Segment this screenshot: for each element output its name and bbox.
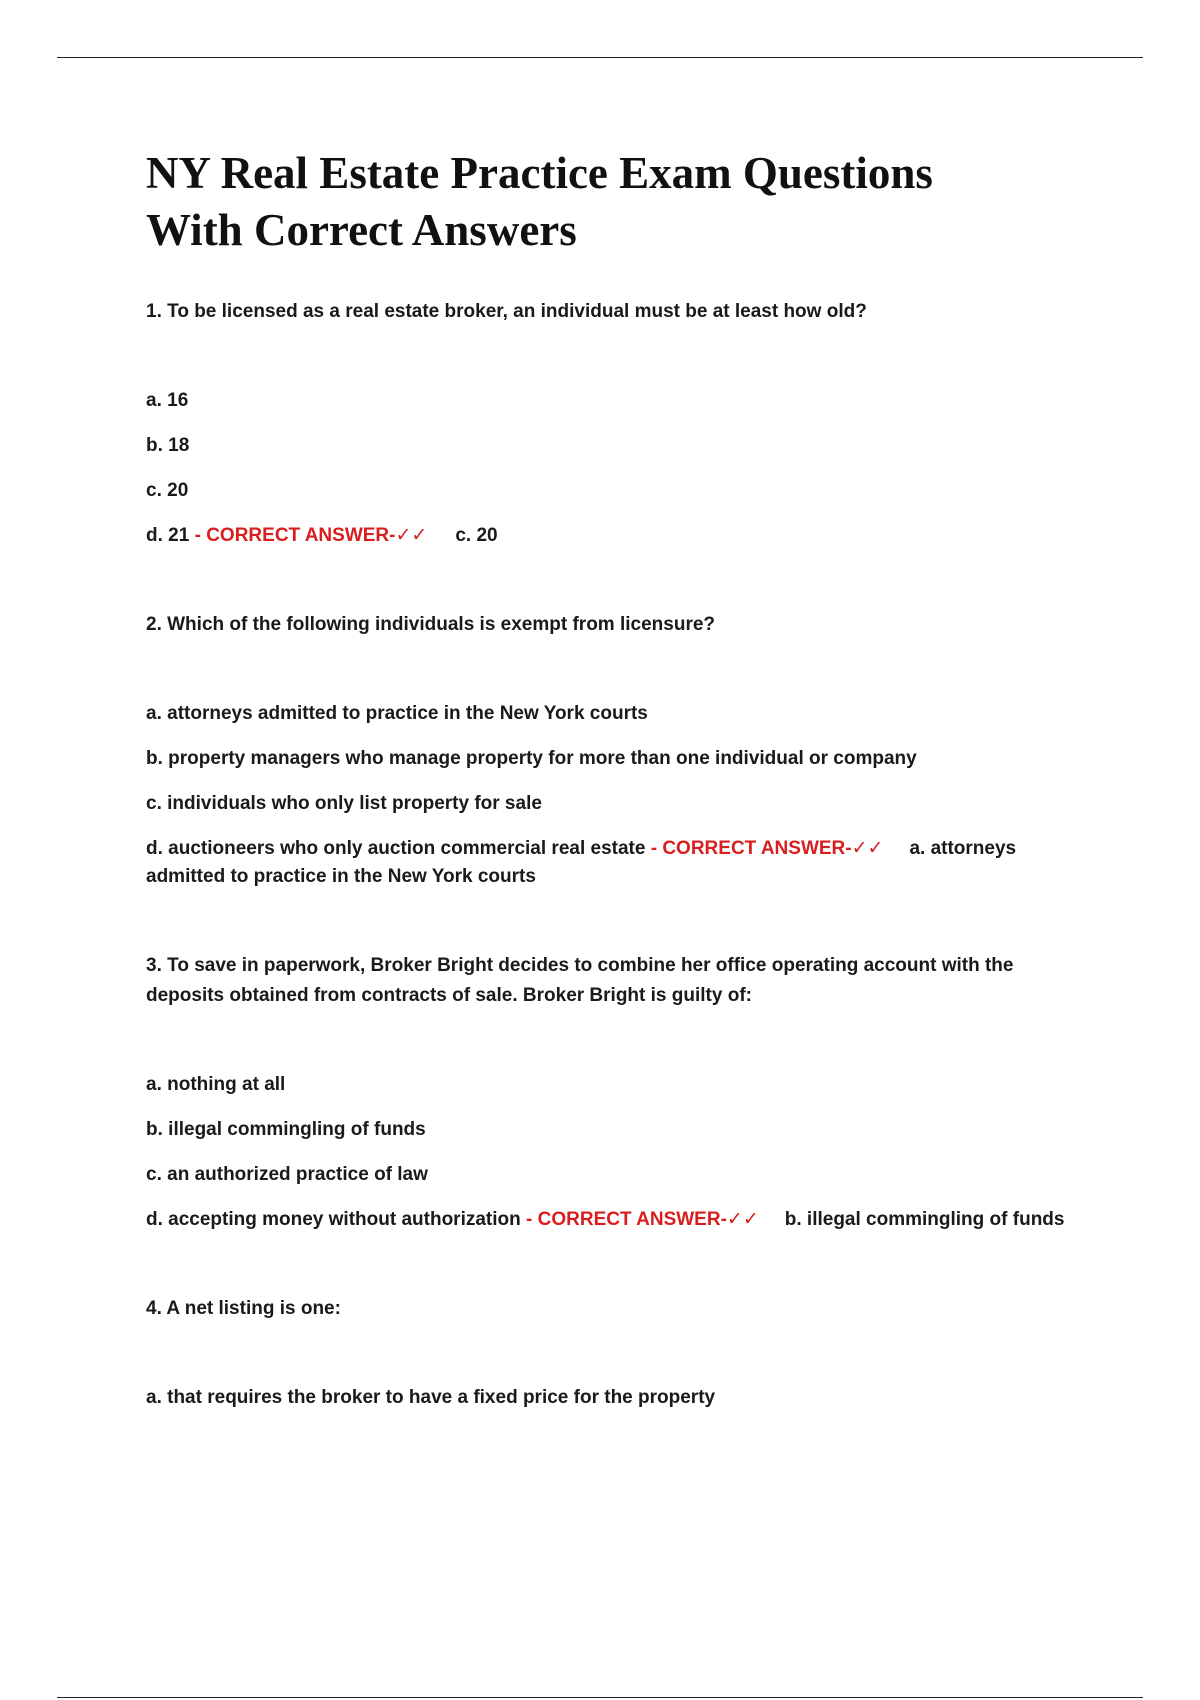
option-d: d. 21	[146, 525, 190, 546]
document-title	[146, 145, 1086, 259]
question-text: 4. A net listing is one:	[146, 1298, 341, 1319]
option-b: b. illegal commingling of funds	[146, 1119, 426, 1140]
bottom-rule	[57, 1697, 1143, 1698]
question-1	[146, 297, 1086, 550]
option-b: b. property managers who manage property for more than one individual or company	[146, 748, 917, 769]
question-text: 2. Which of the following individuals is exempt from licensure?	[146, 614, 716, 635]
option-c: c. an authorized practice of law	[146, 1164, 428, 1185]
question-text: 3. To save in paperwork, Broker Bright decides to combine her office operating account with the deposits obtained from contracts of sale. Broker Bright is guilty of:	[146, 955, 1014, 1006]
option-d-with-answer	[146, 1206, 1086, 1234]
correct-answer-tag: - CORRECT ANSWER-✓✓	[194, 525, 428, 546]
question-4	[146, 1294, 1086, 1412]
title-line-2: With Correct Answers	[146, 205, 577, 255]
option-c: c. 20	[146, 480, 189, 501]
correct-answer-tag: - CORRECT ANSWER-✓✓	[526, 1209, 759, 1230]
correct-answer-text: c. 20	[455, 525, 498, 546]
option-d: d. accepting money without authorization	[146, 1209, 521, 1230]
question-text: 1. To be licensed as a real estate broker, an individual must be at least how old?	[146, 301, 867, 322]
option-d-with-answer	[146, 835, 1086, 891]
correct-answer-text: a. attorneys admitted to practice in the New York courts	[146, 838, 1017, 887]
correct-answer-tag: - CORRECT ANSWER-✓✓	[650, 838, 884, 859]
option-a: a. that requires the broker to have a fixed price for the property	[146, 1387, 716, 1408]
option-a: a. 16	[146, 390, 189, 411]
document-body	[146, 145, 1086, 1429]
option-a: a. attorneys admitted to practice in the New York courts	[146, 703, 648, 724]
question-3	[146, 951, 1086, 1234]
option-d-with-answer	[146, 522, 1086, 550]
option-a: a. nothing at all	[146, 1074, 286, 1095]
option-d: d. auctioneers who only auction commercial real estate	[146, 838, 646, 859]
title-line-1: NY Real Estate Practice Exam Questions	[146, 148, 933, 198]
top-rule	[57, 57, 1143, 58]
option-b: b. 18	[146, 435, 190, 456]
option-c: c. individuals who only list property for sale	[146, 793, 542, 814]
correct-answer-text: b. illegal commingling of funds	[784, 1209, 1065, 1230]
question-2	[146, 610, 1086, 891]
